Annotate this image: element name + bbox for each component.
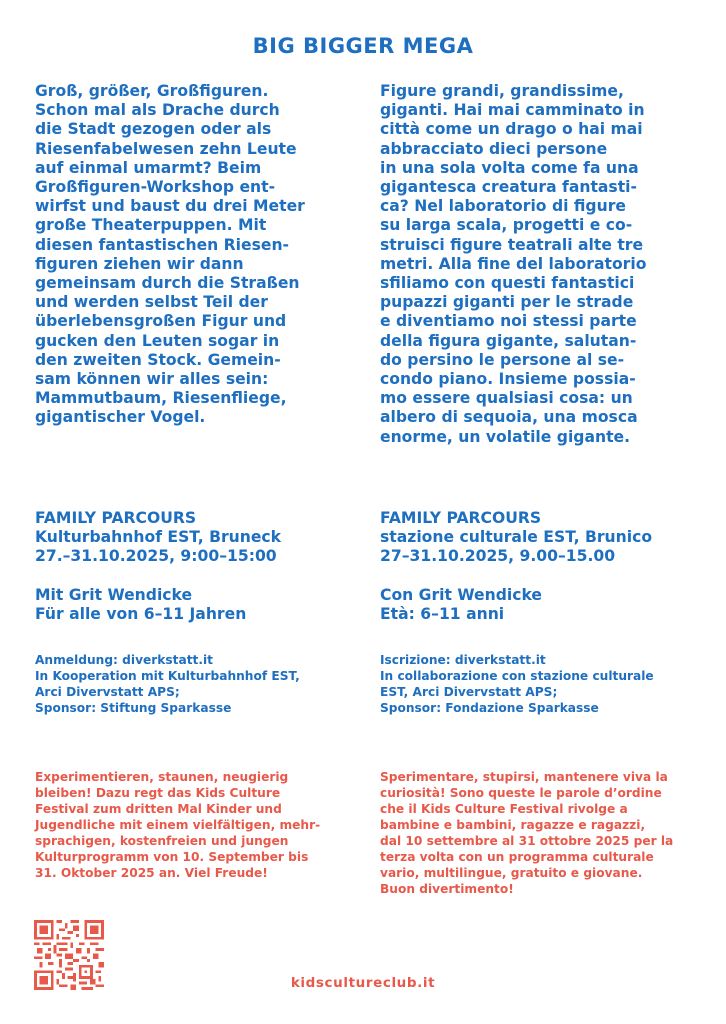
host-it: Con Grit Wendicke <box>380 586 543 604</box>
cooperation-it-2: EST, Arci Divervstatt APS; <box>380 685 558 699</box>
event-block-de <box>35 509 365 566</box>
host-block-it <box>380 586 710 624</box>
registration-de[interactable]: Anmeldung: diverkstatt.it <box>35 653 213 667</box>
dates-it: 27–31.10.2025, 9.00–15.00 <box>380 547 616 565</box>
page-title: BIG BIGGER MEGA <box>252 34 474 58</box>
cooperation-de-1: In Kooperation mit Kulturbahnhof EST, <box>35 669 300 683</box>
registration-it[interactable]: Iscrizione: diverkstatt.it <box>380 653 546 667</box>
age-it: Età: 6–11 anni <box>380 605 505 623</box>
sponsor-it: Sponsor: Fondazione Sparkasse <box>380 701 599 715</box>
info-block-it <box>380 652 710 716</box>
cooperation-de-2: Arci Divervstatt APS; <box>35 685 180 699</box>
event-name-de: FAMILY PARCOURS <box>35 509 197 527</box>
event-block-it <box>380 509 710 566</box>
host-block-de <box>35 586 365 624</box>
info-block-de <box>35 652 365 716</box>
festival-text-de: Experimentieren, staunen, neugierig bleiben! Dazu regt das Kids Culture Festival zum dritten Mal Kinder und Jugendliche mit einem vielfältigen, mehr- sprachigen, kostenfreien und jungen Kulturprogramm von 10. September bis 31. Oktober 2025 an. Viel Freude! <box>35 770 321 880</box>
cooperation-it-1: In collaborazione con stazione culturale <box>380 669 654 683</box>
dates-de: 27.–31.10.2025, 9:00–15:00 <box>35 547 277 565</box>
website-link[interactable]: kidscultureclub.it <box>290 975 436 991</box>
description-de: Groß, größer, Großfiguren. Schon mal als Drache durch die Stadt gezogen oder als Riesenfabelwesen zehn Leute auf einmal umarmt? Beim Großfiguren-Workshop ent- wirfst und baust du drei Meter große Theaterpuppen. Mit diesen fantastischen Riesen- figuren ziehen wir dann gemeinsam durch die Straßen und werden selbst Teil der überlebensgroßen Figur und gucken den Leuten sogar in den zweiten Stock. Gemein- sam können wir alles sein: Mammutbaum, Riesenfliege, gigantischer Vogel. <box>35 82 305 427</box>
venue-de: Kulturbahnhof EST, Bruneck <box>35 528 282 546</box>
sponsor-de: Sponsor: Stiftung Sparkasse <box>35 701 232 715</box>
description-it: Figure grandi, grandissime, giganti. Hai mai camminato in città come un drago o hai mai abbracciato dieci persone in una sola volta come fa una gigantesca creatura fantasti- ca? Nel laboratorio di figure su larga scala, progetti e co- struisci figure teatrali alte tre metri. Alla fine del laboratorio sfiliamo con questi fantastici pupazzi giganti per le strade e diventiamo noi stessi parte della figura gigante, salutan- do persino le persone al se- condo piano. Insieme possia- mo essere qualsiasi cosa: un albero di sequoia, una mosca enorme, un volatile gigante. <box>380 82 647 446</box>
age-de: Für alle von 6–11 Jahren <box>35 605 247 623</box>
venue-it: stazione culturale EST, Brunico <box>380 528 653 546</box>
host-de: Mit Grit Wendicke <box>35 586 193 604</box>
event-name-it: FAMILY PARCOURS <box>380 509 542 527</box>
festival-text-it: Sperimentare, stupirsi, mantenere viva la curiosità! Sono queste le parole d’ordine che il Kids Culture Festival rivolge a bambine e bambini, ragazze e ragazzi, dal 10 settembre al 31 ottobre 2025 per la terza volta con un programma culturale vario, multilingue, gratuito e giovane. Buon divertimento! <box>380 770 674 896</box>
